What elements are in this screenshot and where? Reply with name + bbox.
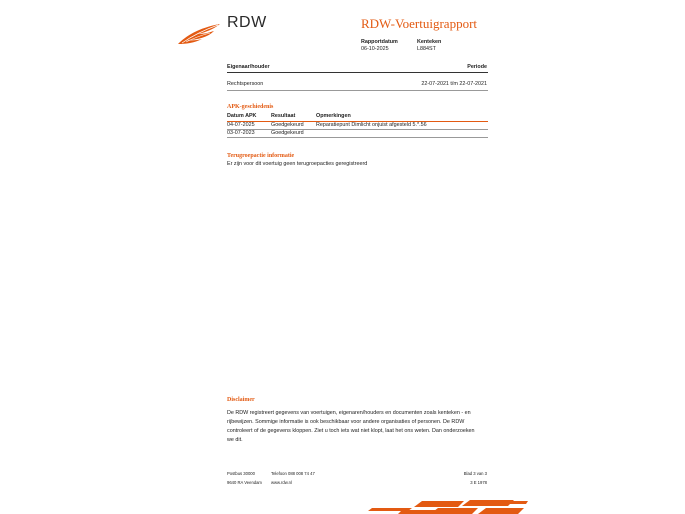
- footer-web[interactable]: www.rdw.nl: [271, 480, 292, 485]
- table-row-1-remarks: Reparatiepunt Dimlicht onjuist afgesteld 5.*.56: [316, 122, 427, 128]
- apk-col-date: Datum APK: [227, 113, 257, 119]
- plate-value: L884ST: [417, 46, 436, 52]
- footer-code: 3 E 1978: [470, 480, 487, 485]
- footer-postbus: Postbus 30000: [227, 471, 255, 476]
- disclaimer-title: Disclaimer: [227, 397, 255, 403]
- recall-text: Er zijn voor dit voertuig geen terugroepacties geregistreerd: [227, 161, 368, 167]
- report-date-value: 06-10-2025: [361, 46, 389, 52]
- footer-city: 9640 RA Veendam: [227, 480, 262, 485]
- report-date-label: Rapportdatum: [361, 39, 398, 45]
- apk-section-title: APK-geschiedenis: [227, 104, 274, 110]
- period-label: Periode: [467, 64, 487, 70]
- owner-period: 22-07-2021 t/m 22-07-2021: [421, 81, 487, 87]
- apk-col-remarks: Opmerkingen: [316, 113, 351, 119]
- table-row-1-rule: [227, 129, 488, 130]
- owner-header-rule: [227, 72, 488, 73]
- table-row-2-result: Goedgekeurd: [271, 130, 304, 136]
- table-row-1-date: 04-07-2025: [227, 122, 255, 128]
- disclaimer-line-4: we dit.: [227, 437, 243, 443]
- apk-col-result: Resultaat: [271, 113, 296, 119]
- disclaimer-line-3: controleert of de gegevens kloppen. Ziet u toch iets wat niet klopt, laat het ons weten. Dan onderzoeken: [227, 428, 475, 434]
- footer-phone: Telefoon 088 008 74 47: [271, 471, 315, 476]
- disclaimer-line-2: rijbewijzen. Sommige informatie is ook beschikbaar voor andere organisaties of personen. De RDW: [227, 419, 465, 425]
- recall-section-title: Terugroepactie informatie: [227, 153, 295, 159]
- report-title: RDW-Voertuigrapport: [361, 16, 478, 31]
- plate-label: Kenteken: [417, 39, 442, 45]
- table-row-2-rule: [227, 137, 488, 138]
- brand-name: RDW: [227, 14, 267, 31]
- footer-page: Blad 3 van 3: [463, 471, 487, 476]
- disclaimer-line-1: De RDW registreert gegevens van voertuigen, eigenaren/houders en documenten zoals kenteken - en: [227, 410, 471, 416]
- table-row-2-date: 03-07-2023: [227, 130, 255, 136]
- owner-type: Rechtspersoon: [227, 81, 264, 87]
- table-row-1-result: Goedgekeurd: [271, 122, 304, 128]
- owner-bottom-rule: [227, 90, 488, 91]
- owner-label: Eigenaar/houder: [227, 64, 270, 70]
- rdw-logo-icon: [176, 22, 222, 46]
- footer-stripes-graphic: [368, 498, 528, 514]
